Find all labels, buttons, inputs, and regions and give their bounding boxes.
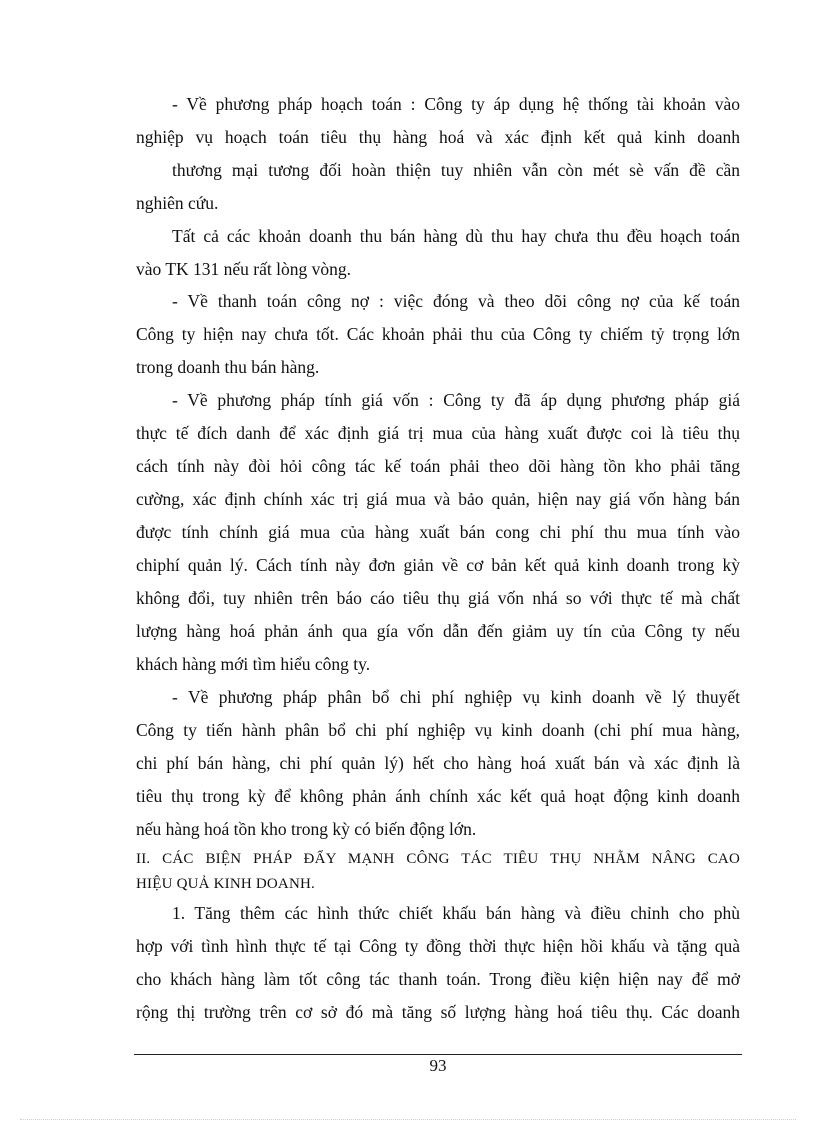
text-line: không đổi, tuy nhiên trên báo cáo tiêu thụ giá vốn nhá so với thực tế mà chất — [136, 588, 740, 608]
text-line: lượng hàng hoá phản ánh qua gía vốn dẫn đến giảm uy tín của Công ty nếu — [136, 621, 740, 641]
text-line: hợp với tình hình thực tế tại Công ty đồng thời thực hiện hồi khấu và tặng quà — [136, 936, 740, 956]
text-line: - Về phương pháp tính giá vốn : Công ty đã áp dụng phương pháp giá — [172, 390, 740, 410]
text-line: trong doanh thu bán hàng. — [136, 357, 320, 377]
text-line: Công ty tiến hành phân bổ chi phí nghiệp vụ kinh doanh (chi phí mua hàng, — [136, 720, 740, 740]
page-bottom-border — [20, 1119, 796, 1120]
text-line: nếu hàng hoá tồn kho trong kỳ có biến động lớn. — [136, 819, 477, 839]
text-line: - Về phương pháp phân bổ chi phí nghiệp vụ kinh doanh về lý thuyết — [172, 687, 740, 707]
text-line: nghiên cứu. — [136, 193, 219, 213]
text-line: cường, xác định chính xác trị giá mua và bảo quản, hiện nay giá vốn hàng bán — [136, 489, 740, 509]
text-line: được tính chính giá mua của hàng xuất bán cong chi phí thu mua tính vào — [136, 522, 740, 542]
text-line: thực tế đích danh để xác định giá trị mua của hàng xuất được coi là tiêu thụ — [136, 423, 740, 443]
text-line: tiêu thụ trong kỳ để không phản ánh chính xác kết quả hoạt động kinh doanh — [136, 786, 740, 806]
section-heading: II. CÁC BIỆN PHÁP ĐẨY MẠNH CÔNG TÁC TIÊU THỤ NHẰM NÂNG CAO — [136, 851, 740, 867]
text-line: cho khách hàng làm tốt công tác thanh toán. Trong điều kiện hiện nay để mở — [136, 969, 740, 989]
text-line: rộng thị trường trên cơ sở đó mà tăng số lượng hàng hoá tiêu thụ. Các doanh — [136, 1002, 740, 1022]
text-line: nghiệp vụ hoạch toán tiêu thụ hàng hoá và xác định kết quả kinh doanh — [136, 127, 740, 147]
text-line: 1. Tăng thêm các hình thức chiết khấu bán hàng và điều chỉnh cho phù — [172, 903, 740, 923]
text-line: Công ty hiện nay chưa tốt. Các khoản phải thu của Công ty chiếm tỷ trọng lớn — [136, 324, 740, 344]
page-number: 93 — [429, 1056, 447, 1075]
text-line: cách tính này đòi hỏi công tác kế toán phải theo dõi hàng tồn kho phải tăng — [136, 456, 740, 476]
text-line: Tất cả các khoản doanh thu bán hàng dù thu hay chưa thu đều hoạch toán — [172, 226, 740, 246]
text-line: thương mại tương đối hoàn thiện tuy nhiên vẫn còn mét sè vấn đề cần — [172, 160, 740, 180]
text-line: - Về thanh toán công nợ : việc đóng và theo dõi công nợ của kế toán — [172, 291, 740, 311]
text-line: chi phí bán hàng, chi phí quản lý) hết cho hàng hoá xuất bán và xác định là — [136, 753, 740, 773]
text-line: chiphí quản lý. Cách tính này đơn giản về cơ bản kết quả kinh doanh trong kỳ — [136, 555, 740, 575]
text-line: khách hàng mới tìm hiểu công ty. — [136, 654, 371, 674]
text-line: vào TK 131 nếu rất lòng vòng. — [136, 259, 351, 279]
section-heading: HIỆU QUẢ KINH DOANH. — [136, 876, 315, 892]
text-line: - Về phương pháp hoạch toán : Công ty áp dụng hệ thống tài khoản vào — [172, 94, 740, 114]
